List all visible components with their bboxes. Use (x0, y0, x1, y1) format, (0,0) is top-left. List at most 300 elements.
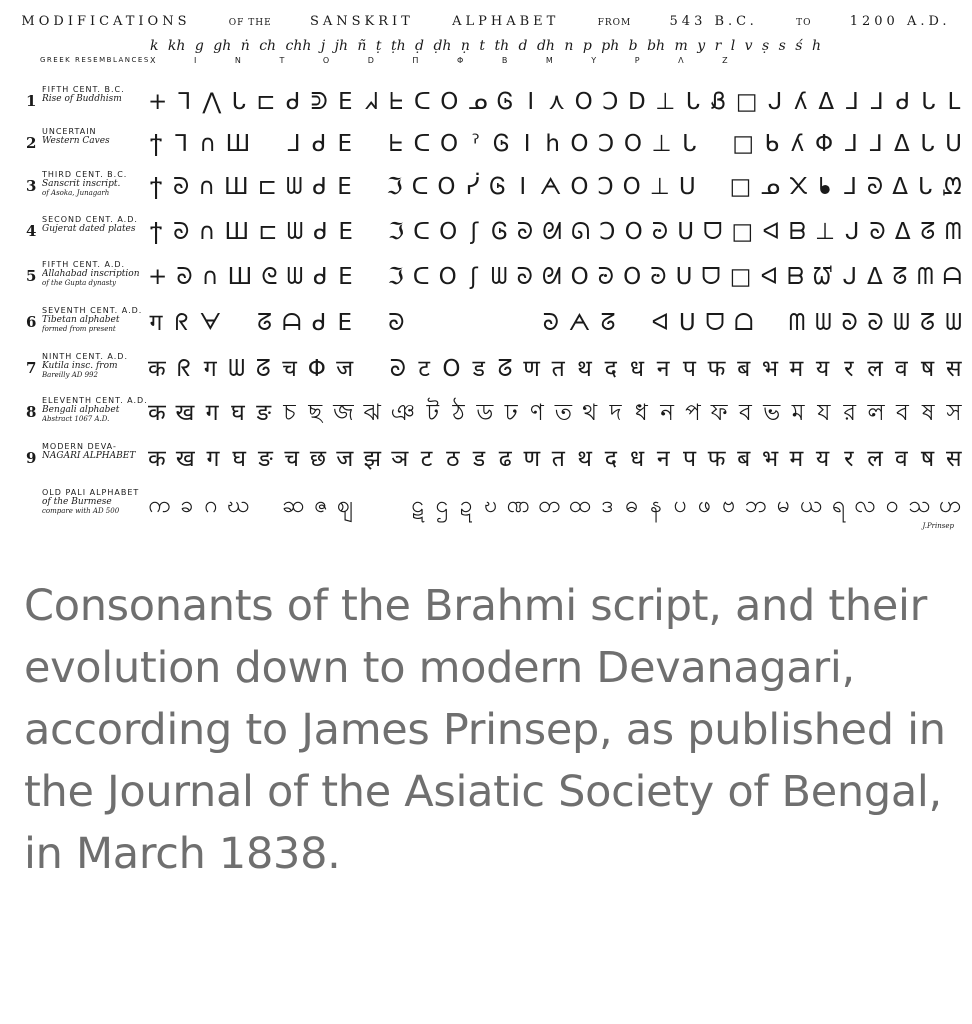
title-word-modifications: MODIFICATIONS (21, 14, 191, 29)
letter-glyph: न (656, 445, 670, 472)
letter-glyph: ष (920, 445, 935, 472)
letter-glyph: च (282, 355, 297, 382)
letter-glyph: ဍ (460, 491, 473, 518)
letter-glyph: ण (523, 445, 541, 472)
script-row (0, 167, 972, 207)
row-label (42, 306, 150, 333)
letter-glyph: ল (867, 399, 885, 426)
letter-glyph: ᘐ (173, 173, 190, 200)
letter-glyph: E (337, 309, 353, 336)
letter-glyph: ज (336, 355, 354, 382)
letter-glyph: ⊥ (649, 173, 670, 200)
letter-glyph: ᑕ (412, 263, 430, 290)
letter-glyph: O (622, 173, 641, 200)
row-glyphs (148, 349, 962, 389)
row-label-line: Rise of Buddhism (42, 94, 122, 104)
letter-glyph: ᗩ (942, 263, 962, 290)
letter-glyph: फ (707, 445, 726, 472)
letter-glyph: ⊥ (655, 88, 676, 115)
row-label-line: SECOND CENT. A.D. (42, 215, 138, 224)
letter-glyph: ᖶ (389, 88, 404, 115)
letter-glyph: □ (729, 263, 752, 290)
letter-glyph: ᐃ (894, 218, 911, 245)
letter-glyph: □ (731, 218, 754, 245)
letter-glyph: ड (472, 355, 485, 382)
letter-glyph: ʃ (469, 263, 478, 290)
letter-glyph: ᖇ (177, 355, 191, 382)
letter-glyph: ग (205, 399, 219, 426)
letter-glyph: ᒧ (843, 130, 858, 157)
row-label-line: of the Burmese (42, 497, 112, 507)
letter-glyph: h (545, 130, 560, 157)
row-label-line: formed from present (42, 325, 116, 333)
letter-glyph: ᘔ (255, 355, 271, 382)
letter-glyph: ᖇ (174, 309, 189, 336)
row-number: 2 (26, 134, 37, 152)
letter-glyph: म (789, 445, 804, 472)
letter-glyph: ᑲ (764, 130, 779, 157)
letter-glyph: ဇ (313, 491, 328, 518)
letter-glyph: ℑ (386, 173, 403, 200)
letter-glyph: ʎ (790, 130, 805, 157)
row-glyphs (148, 212, 962, 252)
row-label (42, 396, 150, 423)
letter-glyph: Ꮆ (496, 88, 514, 115)
letter-glyph: ဃ (227, 491, 250, 518)
letter-glyph: ঝ (363, 399, 381, 426)
letter-glyph: ဂ (204, 491, 218, 518)
letter-glyph: ˀ (471, 130, 480, 157)
letter-glyph: ᘔ (920, 309, 936, 336)
letter-glyph: ᑯ (312, 173, 327, 200)
letter-glyph: Ͻ (598, 130, 615, 157)
letter-glyph: ट (420, 445, 433, 472)
letter-glyph: ϯ (149, 218, 163, 245)
letter-glyph: प (682, 355, 696, 382)
letter-glyph: ᒐ (920, 130, 935, 157)
letter-glyph: ᒪ (947, 88, 961, 115)
letter-glyph: ဟ (939, 491, 962, 518)
letter-glyph: ∩ (201, 263, 219, 290)
letter-glyph: ᑕ (411, 173, 429, 200)
letter-glyph: ᑕ (413, 88, 431, 115)
letter-glyph: स (945, 445, 962, 472)
row-label (42, 215, 150, 234)
letter-glyph: ᒍ (767, 88, 783, 115)
letter-glyph: ᗯ (285, 173, 303, 200)
letter-glyph: □ (732, 130, 755, 157)
letter-glyph: ব (738, 399, 752, 426)
letter-glyph: E (337, 173, 352, 200)
letter-glyph: ᗝ (734, 309, 754, 336)
letter-glyph: ᘐ (388, 309, 405, 336)
letter-glyph: E (338, 88, 353, 115)
letter-glyph: ဒ (601, 491, 614, 518)
letter-glyph: ᐃ (894, 130, 910, 157)
letter-glyph: ন (660, 399, 674, 426)
letter-glyph: Ꮆ (489, 173, 506, 200)
row-label-line: NINTH CENT. A.D. (42, 352, 128, 361)
letter-glyph: ဋ (411, 491, 425, 518)
letter-glyph: ম (791, 399, 805, 426)
letter-glyph: ज (336, 445, 354, 472)
letter-glyph: ᗯ (228, 355, 246, 382)
transliteration-header: k kh g gh ṅ ch chh j jh ñ ṭ ṭh ḍ ḍh ṇ t th d dh n p ph b bh m y r l v ṣ s ś h (150, 38, 821, 54)
letter-glyph: ᘛ (541, 263, 562, 290)
letter-glyph: ယ (799, 491, 822, 518)
script-row (0, 124, 972, 164)
letter-glyph: တ (538, 491, 561, 518)
letter-glyph: थ (577, 445, 592, 472)
letter-glyph: Φ (307, 355, 326, 382)
letter-glyph: र (844, 355, 854, 382)
row-glyphs (148, 439, 962, 479)
letter-glyph: व (894, 445, 908, 472)
row-glyphs (148, 485, 962, 525)
letter-glyph: ⋀ (202, 88, 222, 115)
letter-glyph: + (148, 88, 168, 115)
letter-glyph: ⊏ (256, 88, 276, 115)
letter-glyph: स (946, 355, 962, 382)
letter-glyph: ᗯ (286, 218, 304, 245)
letter-glyph: ष (920, 355, 935, 382)
letter-glyph: ᒐ (681, 130, 697, 157)
row-glyphs (148, 303, 962, 343)
letter-glyph: ဗ (722, 491, 736, 518)
letter-glyph: Ш (227, 263, 253, 290)
letter-glyph: ग (206, 445, 220, 472)
letter-glyph: द (604, 445, 617, 472)
row-label-line: Abstract 1067 A.D. (42, 415, 110, 423)
row-number: 1 (26, 92, 37, 110)
letter-glyph: ᗅ (568, 309, 591, 336)
row-label-line: compare with AD 500 (42, 507, 120, 515)
row-glyphs (148, 167, 962, 207)
letter-glyph: Ш (225, 130, 251, 157)
table-title (0, 14, 972, 29)
letter-glyph: थ (577, 355, 592, 382)
letter-glyph: ᗜ (703, 218, 723, 245)
letter-glyph: ℑ (387, 218, 404, 245)
letter-glyph: ᘔ (892, 263, 908, 290)
letter-glyph: ব (896, 399, 909, 426)
letter-glyph: দ (609, 399, 622, 426)
letter-glyph: য (817, 399, 831, 426)
letter-glyph: ᘐ (516, 263, 533, 290)
letter-glyph: ∩ (199, 130, 217, 157)
letter-glyph: မ (776, 491, 790, 518)
letter-glyph: ဆ (282, 491, 305, 518)
letter-glyph: လ (854, 491, 877, 518)
letter-glyph: ठ (446, 445, 460, 472)
letter-glyph: ভ (763, 399, 781, 426)
letter-glyph: ဈ (336, 491, 354, 518)
letter-glyph: ᐃ (867, 263, 883, 290)
letter-glyph: ϯ (149, 173, 163, 200)
row-label (42, 442, 150, 461)
letter-glyph: ᘐ (176, 263, 193, 290)
letter-glyph: ᙭ (788, 173, 808, 200)
letter-glyph: ဏ (506, 491, 531, 518)
letter-glyph: O (440, 88, 459, 115)
letter-glyph: ᐊ (651, 309, 670, 336)
letter-glyph: ल (867, 445, 883, 472)
row-label (42, 170, 150, 197)
letter-glyph: O (570, 130, 589, 157)
letter-glyph: फ (707, 355, 726, 382)
letter-glyph: ট (426, 399, 440, 426)
letter-glyph: झ (363, 445, 381, 472)
letter-glyph: ᑌ (677, 218, 695, 245)
letter-glyph: क (148, 445, 166, 472)
letter-glyph: ᗷ (789, 218, 806, 245)
letter-glyph: ध (629, 355, 644, 382)
letter-glyph: I (523, 130, 531, 157)
letter-glyph: ᗰ (917, 263, 934, 290)
letter-glyph: भ (761, 355, 779, 382)
letter-glyph: E (338, 263, 353, 290)
letter-glyph: ख (175, 445, 195, 472)
script-row (0, 349, 972, 389)
letter-glyph: ᑌ (678, 309, 696, 336)
letter-glyph: ᗯ (286, 263, 304, 290)
letter-glyph: ပ (673, 491, 687, 518)
letter-glyph: ⊏ (258, 218, 278, 245)
letter-glyph: Ͻ (599, 218, 616, 245)
letter-glyph: व (894, 355, 908, 382)
letter-glyph: ᘏ (571, 218, 591, 245)
letter-glyph: ᘐ (173, 218, 190, 245)
letter-glyph: ∩ (198, 218, 216, 245)
letter-glyph: ℑ (387, 263, 404, 290)
letter-glyph: ᑯ (311, 309, 327, 336)
letter-glyph: ছ (308, 399, 323, 426)
letter-glyph: ধ (634, 399, 648, 426)
row-glyphs (148, 257, 962, 297)
letter-glyph: + (148, 263, 168, 290)
row-label-line: UNCERTAIN (42, 127, 97, 136)
letter-glyph: ᑌ (678, 173, 696, 200)
letter-glyph: I (519, 173, 527, 200)
letter-glyph: ᗯ (490, 263, 508, 290)
letter-glyph: ᗯ (815, 309, 832, 336)
letter-glyph: Ͻ (597, 173, 614, 200)
letter-glyph: त (551, 355, 565, 382)
letter-glyph: র (843, 399, 856, 426)
letter-glyph: ফ (710, 399, 728, 426)
row-number: 4 (26, 222, 37, 240)
letter-glyph: ᘐ (869, 218, 886, 245)
title-from: FROM (597, 18, 632, 28)
letter-glyph: ᒧ (842, 173, 857, 200)
letter-glyph: म (789, 355, 804, 382)
letter-glyph: ᒍ (844, 218, 860, 245)
letter-glyph: ᖽ (364, 88, 378, 115)
letter-glyph: ᘐ (389, 355, 406, 382)
letter-glyph: က (148, 491, 171, 518)
letter-glyph: Ꮆ (491, 218, 508, 245)
letter-glyph: ရ (831, 491, 845, 518)
letter-glyph: च (284, 445, 299, 472)
letter-glyph: ဌ (435, 491, 449, 518)
letter-glyph: ᐃ (818, 88, 835, 115)
letter-glyph: န (650, 491, 662, 518)
letter-glyph: ग (203, 355, 217, 382)
letter-glyph: ᗯ (893, 309, 910, 336)
letter-glyph: ဝ (885, 491, 899, 518)
title-to: TO (796, 18, 812, 28)
letter-glyph: ड (472, 445, 486, 472)
letter-glyph: न (656, 355, 670, 382)
title-start-date: 543 B.C. (669, 14, 758, 29)
letter-glyph: O (437, 173, 456, 200)
letter-glyph: ᒐ (921, 88, 936, 115)
row-label-line: FIFTH CENT. A.D. (42, 260, 126, 269)
letter-glyph: ᘔ (257, 309, 272, 336)
letter-glyph: ब (737, 445, 751, 472)
letter-glyph: ᒍ (842, 263, 858, 290)
letter-glyph: ᒐ (231, 88, 246, 115)
row-number: 3 (26, 177, 37, 195)
letter-glyph: ⊥ (814, 218, 836, 245)
letter-glyph: ब (737, 355, 751, 382)
letter-glyph: ဖ (697, 491, 712, 518)
letter-glyph: छ (309, 445, 327, 472)
letter-glyph: ထ (569, 491, 592, 518)
letter-glyph: ဎ (484, 491, 498, 518)
letter-glyph: Ᏸ (710, 88, 726, 115)
letter-glyph: ल (867, 355, 883, 382)
letter-glyph: Ͻ (602, 88, 619, 115)
letter-glyph: ᑯ (313, 218, 328, 245)
letter-glyph: घ (232, 445, 246, 472)
row-number: 7 (26, 359, 37, 377)
row-label-line: of Asoka, Junagarh (42, 189, 110, 197)
letter-glyph: ᘔ (497, 355, 513, 382)
script-row (0, 439, 972, 479)
script-row (0, 212, 972, 252)
letter-glyph: ᓰ (465, 173, 480, 200)
script-row (0, 257, 972, 297)
letter-glyph: ᒐ (685, 88, 701, 115)
letter-glyph: ᗜ (705, 309, 725, 336)
letter-glyph: ण (523, 355, 540, 382)
letter-glyph: ᖶ (389, 130, 403, 157)
letter-glyph: र (844, 445, 854, 472)
letter-glyph: ᑕ (413, 130, 431, 157)
letter-glyph: ϯ (149, 130, 163, 157)
letter-glyph: □ (735, 88, 758, 115)
row-label (42, 488, 150, 515)
letter-glyph: ⊏ (257, 173, 277, 200)
letter-glyph: ᘐ (841, 309, 858, 336)
letter-glyph: ᘒ (651, 218, 669, 245)
letter-glyph: क (148, 355, 166, 382)
letter-glyph: E (338, 218, 353, 245)
letter-glyph: य (815, 355, 830, 382)
row-number: 9 (26, 449, 37, 467)
letter-glyph: ᕲ (310, 88, 328, 115)
row-glyphs (148, 124, 962, 164)
letter-glyph: ᗷ (787, 263, 804, 290)
letter-glyph: ᑌ (675, 263, 693, 290)
letter-glyph: ध (629, 445, 645, 472)
letter-glyph: ᓄ (760, 173, 780, 200)
letter-glyph: ⋏ (548, 88, 566, 115)
letter-glyph: ᘔ (600, 309, 616, 336)
letter-glyph: O (442, 355, 461, 382)
letter-glyph: চ (283, 399, 296, 426)
letter-glyph: ᗩ (282, 309, 302, 336)
letter-glyph: ᗰ (945, 218, 962, 245)
letter-glyph: ᑯ (311, 130, 327, 157)
letter-glyph: ᐊ (762, 218, 781, 245)
letter-glyph: ᘓ (261, 263, 278, 290)
letter-glyph: ᓄ (467, 88, 488, 115)
letter-glyph: ∩ (198, 173, 216, 200)
letter-glyph: স (946, 399, 962, 426)
letter-glyph: ত (554, 399, 572, 426)
row-label-line: OLD PALI ALPHABET (42, 488, 140, 497)
letter-glyph: ङ (258, 445, 273, 472)
row-label (42, 260, 150, 287)
row-label-line: THIRD CENT. B.C. (42, 170, 128, 179)
letter-glyph: ဘ (745, 491, 768, 518)
row-number: 6 (26, 313, 37, 331)
letter-glyph: ᘺ (813, 263, 833, 290)
letter-glyph: ᗯ (945, 309, 962, 336)
letter-glyph: Ꮆ (493, 130, 510, 157)
letter-glyph: ᘔ (920, 218, 936, 245)
letter-glyph: O (570, 263, 589, 290)
letter-glyph: ᘛ (542, 218, 562, 245)
letter-glyph: জ (333, 399, 354, 426)
row-label-line: SEVENTH CENT. A.D. (42, 306, 143, 315)
letter-glyph: ग (149, 309, 163, 336)
letter-glyph: घ (231, 399, 245, 426)
letter-glyph: ᑯ (895, 88, 911, 115)
letter-glyph: ᑯ (285, 88, 301, 115)
row-label (42, 127, 150, 146)
letter-glyph: ᐃ (892, 173, 908, 200)
script-row (0, 485, 972, 525)
row-label-line: ELEVENTH CENT. A.D. (42, 396, 148, 405)
letter-glyph: ခ (180, 491, 194, 518)
letter-glyph: ⅃ (869, 130, 883, 157)
letter-glyph: Ш (224, 218, 250, 245)
row-label-line: Western Caves (42, 136, 110, 146)
letter-glyph: ᘐ (516, 218, 534, 245)
letter-glyph: O (439, 130, 459, 157)
letter-glyph: त (551, 445, 565, 472)
title-of-the: OF THE (228, 18, 272, 28)
row-label-line: Sanscrit inscript. (42, 179, 121, 189)
row-glyphs (148, 393, 962, 433)
row-label (42, 352, 150, 379)
row-label-line: NAGARI ALPHABET (42, 451, 136, 461)
letter-glyph: ᑯ (313, 263, 328, 290)
title-end-date: 1200 A.D. (849, 14, 951, 29)
row-label-line: Bengali alphabet (42, 405, 120, 415)
letter-glyph: E (337, 130, 352, 157)
letter-glyph: ⅂ (175, 130, 189, 157)
row-glyphs (148, 82, 962, 122)
title-word-sanskrit: SANSKRIT (309, 14, 414, 29)
row-label-line: MODERN DEVA- (42, 442, 117, 451)
letter-glyph: ᘒ (650, 263, 667, 290)
letter-glyph: ᒐ (917, 173, 933, 200)
letter-glyph: ᒧ (286, 130, 301, 157)
